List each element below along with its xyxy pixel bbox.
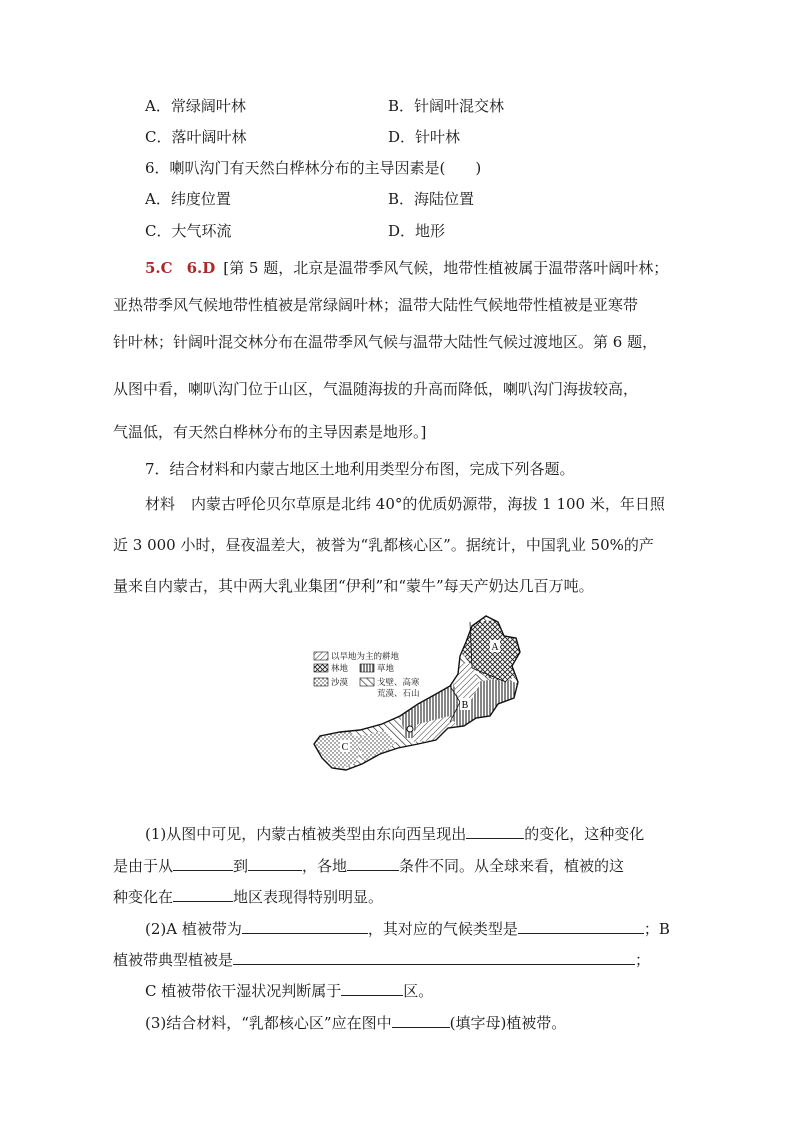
blank-7[interactable] — [518, 919, 644, 934]
blank-1[interactable] — [466, 824, 524, 839]
sub1-text-6: 条件不同。从全球来看，植被的这 — [399, 857, 625, 875]
q6-option-d: D．地形 — [388, 222, 446, 240]
legend-dryland: 以旱地为主的耕地 — [331, 652, 400, 662]
sub1-line-2 — [113, 856, 624, 876]
blank-2[interactable] — [173, 856, 233, 871]
legend-swatch-desert — [314, 678, 328, 686]
q5-option-a: A．常绿阔叶林 — [145, 97, 246, 115]
legend-swatch-dryland — [314, 652, 328, 660]
sub2-text-4: 植被带典型植被是 — [113, 951, 234, 969]
q7-stem: 7．结合材料和内蒙古地区土地利用类型分布图，完成下列各题。 — [145, 460, 575, 478]
explanation-line-3: 针叶林；针阔叶混交林分布在温带季风气候与温带大陆性气候过渡地区。第 6 题， — [113, 333, 658, 351]
sub3-text-1: (3)结合材料，“乳都核心区”应在图中 — [145, 1014, 392, 1032]
q6-option-a: A．纬度位置 — [145, 190, 231, 208]
sub2-text-1: (2)A 植被带为 — [145, 920, 242, 938]
map-legend — [314, 651, 420, 699]
legend-swatch-gobi — [360, 678, 374, 686]
explanation-line-2: 亚热带季风气候地带性植被是常绿阔叶林；温带大陆性气候地带性植被是亚寒带 — [113, 296, 639, 314]
material-text-1: 内蒙古呼伦贝尔草原是北纬 40°的优质奶源带，海拔 1 100 米，年日照 — [191, 495, 665, 513]
q7-material-line-3: 量来自内蒙古，其中两大乳业集团“伊利”和“蒙牛”每天产奶达几百万吨。 — [113, 577, 594, 595]
q5-option-c: C．落叶阔叶林 — [145, 128, 247, 146]
sub1-text-1: (1)从图中可见，内蒙古植被类型由东向西呈现出 — [145, 825, 467, 843]
inner-mongolia-land-use-map — [300, 612, 532, 788]
sub1-text-7: 种变化在 — [113, 888, 174, 906]
answer-5: 5.C — [145, 259, 173, 277]
blank-5[interactable] — [173, 887, 233, 902]
sub1-line-3 — [113, 887, 383, 907]
explanation-line-1 — [145, 258, 668, 278]
q7-material-line-2: 近 3 000 小时，昼夜温差大，被誉为“乳都核心区”。据统计，中国乳业 50%的产 — [113, 536, 654, 554]
sub1-text-4: 到 — [233, 857, 249, 875]
blank-10[interactable] — [392, 1013, 450, 1028]
legend-forest: 林地 — [331, 664, 349, 674]
sub1-text-2: 的变化，这种变化 — [524, 825, 645, 843]
q6-option-c: C．大气环流 — [145, 222, 232, 240]
legend-desert: 沙漠 — [331, 678, 349, 688]
q5-option-d: D．针叶林 — [388, 128, 461, 146]
q5-option-b: B．针阔叶混交林 — [388, 97, 505, 115]
blank-8[interactable] — [233, 950, 635, 965]
legend-swatch-forest — [314, 664, 328, 672]
q6-option-b: B．海陆位置 — [388, 190, 475, 208]
sub2-line-3 — [145, 981, 433, 1001]
sub2-line-1 — [145, 919, 670, 939]
sub2-line-2 — [113, 950, 650, 970]
sub2-text-2: ，其对应的气候类型是 — [367, 920, 518, 938]
label-a: A — [491, 642, 499, 653]
sub3-line-1 — [145, 1013, 566, 1033]
explanation-line-4: 从图中看，喇叭沟门位于山区，气温随海拔的升高而降低，喇叭沟门海拔较高， — [113, 380, 639, 398]
legend-gobi-line-2: 荒漠、石山 — [377, 689, 420, 699]
sub2-text-7: 区。 — [403, 982, 434, 1000]
sub1-text-5: ，各地 — [302, 857, 348, 875]
sub1-text-8: 地区表现得特别明显。 — [233, 888, 384, 906]
blank-3[interactable] — [248, 856, 302, 871]
sub2-text-6: C 植被带依干湿状况判断属于 — [145, 982, 342, 1000]
material-label: 材料 — [145, 495, 176, 513]
blank-9[interactable] — [341, 981, 403, 996]
q6-stem: 6．喇叭沟门有天然白桦林分布的主导因素是( ) — [145, 159, 482, 177]
legend-swatch-grassland — [360, 664, 374, 672]
sub1-line-1 — [145, 824, 644, 844]
label-b: B — [461, 700, 469, 711]
blank-4[interactable] — [347, 856, 399, 871]
city-marker — [407, 726, 413, 732]
sub2-text-5: ； — [635, 951, 651, 969]
blank-6[interactable] — [242, 919, 368, 934]
explanation-line-5: 气温低，有天然白桦林分布的主导因素是地形。] — [113, 423, 427, 441]
q7-material-line-1 — [145, 494, 665, 514]
sub3-text-2: (填字母)植被带。 — [449, 1014, 567, 1032]
map-regions — [300, 612, 532, 788]
sub2-text-3: ；B — [643, 920, 670, 938]
legend-gobi-line-1: 戈壁、高寒 — [377, 678, 420, 688]
explanation-text-1: [第 5 题，北京是温带季风气候，地带性植被属于温带落叶阔叶林； — [223, 259, 669, 277]
sub1-text-3: 是由于从 — [113, 857, 174, 875]
answer-6: 6.D — [186, 259, 216, 277]
label-c: C — [341, 742, 349, 753]
legend-grassland: 草地 — [377, 664, 395, 674]
